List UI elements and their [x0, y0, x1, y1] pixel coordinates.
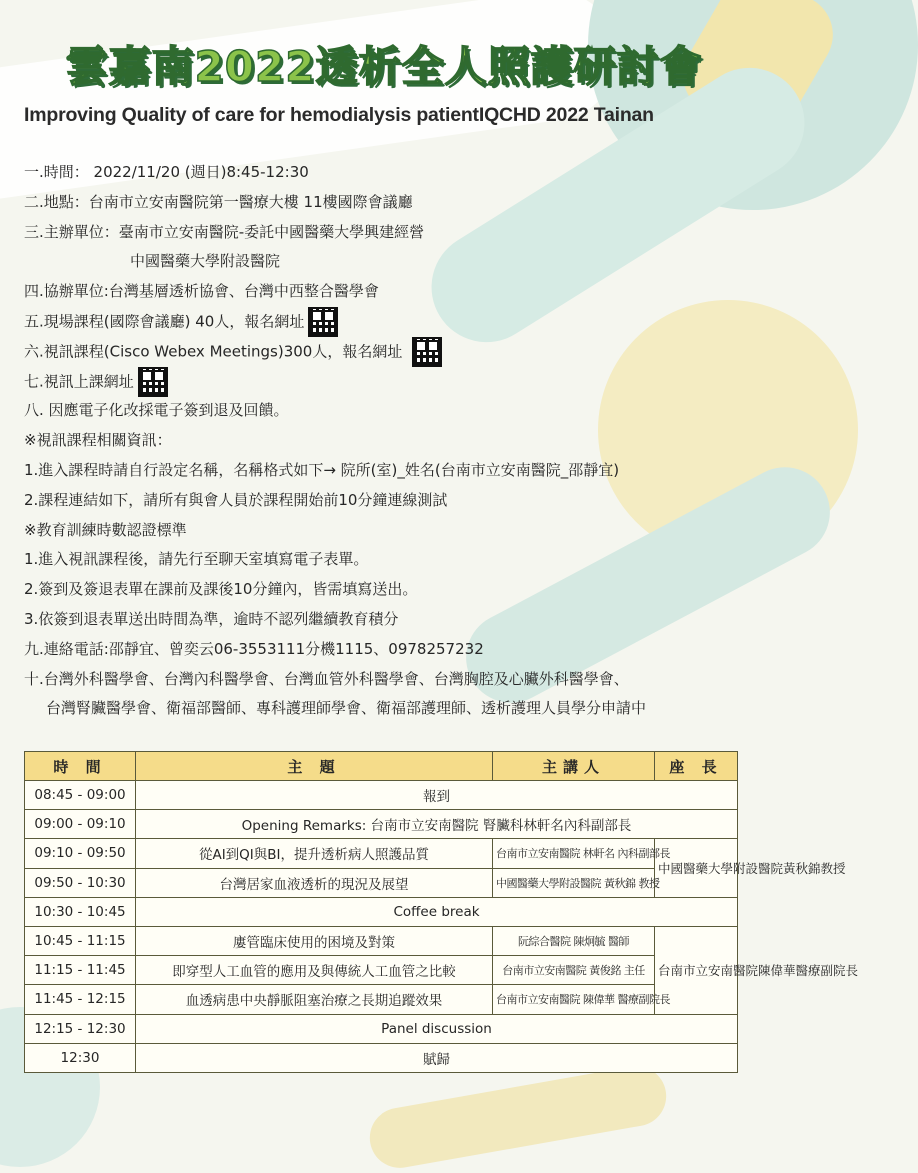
- row-topic: 台灣居家血液透析的現況及展望: [136, 868, 493, 897]
- row-speaker: 台南市立安南醫院 陳偉華 醫療副院長: [493, 985, 655, 1014]
- info-organizer: 三.主辦單位：臺南市立安南醫院-委託中國醫藥大學興建經營: [24, 222, 425, 241]
- row-topic: 血透病患中央靜脈阻塞治療之長期追蹤效果: [136, 985, 493, 1014]
- info-venue: 二.地點：台南市立安南醫院第一醫療大樓 11樓國際會議廳: [24, 192, 413, 211]
- row-time: 11:15 - 11:45: [25, 956, 136, 985]
- row-topic: 從AI到QI與BI，提升透析病人照護品質: [136, 839, 493, 868]
- event-info: [24, 158, 754, 724]
- row-topic: 賦歸: [136, 1043, 738, 1072]
- header-speaker: 主講人: [493, 752, 655, 781]
- row-topic: Opening Remarks: 台南市立安南醫院 腎臟科林軒名內科副部長: [136, 810, 738, 839]
- info-online-note-1: 1.進入課程時請自行設定名稱，名稱格式如下→ 院所(室)_姓名(台南市立安南醫院_邵靜宜): [24, 460, 620, 479]
- header-chair: 座 長: [655, 752, 738, 781]
- row-time: 10:30 - 10:45: [25, 897, 136, 926]
- row-time: 09:00 - 09:10: [25, 810, 136, 839]
- table-row: [25, 781, 738, 810]
- info-organizer-2: 中國醫藥大學附設醫院: [130, 252, 281, 271]
- row-topic: Coffee break: [136, 897, 738, 926]
- row-speaker: 阮綜合醫院 陳炯毓 醫師: [493, 926, 655, 955]
- row-speaker: 台南市立安南醫院 林軒名 內科副部長: [493, 839, 655, 868]
- row-time: 10:45 - 11:15: [25, 926, 136, 955]
- info-credits-societies: 十.台灣外科醫學會、台灣內科醫學會、台灣血管外科醫學會、台灣胸腔及心臟外科醫學會、: [24, 669, 629, 688]
- session-chair-1: 中國醫藥大學附設醫院黃秋錦教授: [655, 839, 738, 897]
- table-row: [25, 1043, 738, 1072]
- row-time: 11:45 - 12:15: [25, 985, 136, 1014]
- online-url-text: 七.視訊上課網址: [24, 372, 134, 391]
- row-time: 09:50 - 10:30: [25, 868, 136, 897]
- table-row: [25, 839, 738, 868]
- event-subtitle: Improving Quality of care for hemodialysis patientIQCHD 2022 Tainan: [24, 104, 654, 126]
- info-credit-1: 1.進入視訊課程後，請先行至聊天室填寫電子表單。: [24, 550, 369, 569]
- event-title: 雲嘉南2022透析全人照護研討會: [65, 42, 703, 91]
- info-date: 一.時間： 2022/11/20 (週日)8:45-12:30: [24, 163, 309, 181]
- row-time: 12:15 - 12:30: [25, 1014, 136, 1043]
- info-contact: 九.連絡電話:邵靜宜、曾奕云06-3553111分機1115、0978257232: [24, 639, 484, 658]
- table-header-row: [25, 752, 738, 781]
- row-speaker: 中國醫藥大學附設醫院 黃秋錦 教授: [493, 868, 655, 897]
- info-credits-societies-2: 台灣腎臟醫學會、衛福部醫師、專科護理師學會、衛福部護理師、透析護理人員學分申請中: [46, 699, 647, 718]
- row-topic: 即穿型人工血管的應用及與傳統人工血管之比較: [136, 956, 493, 985]
- onsite-signup-qr-icon[interactable]: [308, 307, 338, 337]
- row-topic: Panel discussion: [136, 1014, 738, 1043]
- table-row: [25, 868, 738, 897]
- onsite-course-text: 五.現場課程(國際會議廳) 40人，報名網址: [24, 312, 305, 331]
- info-online-notes-heading: ※視訊課程相關資訊：: [24, 431, 172, 450]
- table-row: [25, 897, 738, 926]
- online-course-text: 六.視訊課程(Cisco Webex Meetings)300人，報名網址: [24, 342, 403, 361]
- table-row: [25, 926, 738, 955]
- table-row: [25, 985, 738, 1014]
- online-class-qr-icon[interactable]: [138, 367, 168, 397]
- row-topic: 報到: [136, 781, 738, 810]
- online-signup-qr-icon[interactable]: [412, 337, 442, 367]
- table-row: [25, 1014, 738, 1043]
- info-onsite-course: [24, 307, 754, 337]
- info-credit-2: 2.簽到及簽退表單在課前及課後10分鐘內，皆需填寫送出。: [24, 580, 418, 599]
- row-time: 12:30: [25, 1043, 136, 1072]
- header-time: 時 間: [25, 752, 136, 781]
- info-co-organizer: 四.協辦單位:台灣基層透析協會、台灣中西整合醫學會: [24, 282, 379, 301]
- row-time: 09:10 - 09:50: [25, 839, 136, 868]
- session-chair-2: 台南市立安南醫院陳偉華醫療副院長: [655, 926, 738, 1014]
- schedule-table: [24, 751, 859, 1073]
- table-row: [25, 810, 738, 839]
- info-credit-3: 3.依簽到退表單送出時間為準，逾時不認列繼續教育積分: [24, 609, 399, 628]
- info-online-url: [24, 367, 754, 397]
- row-speaker: 台南市立安南醫院 黃俊銘 主任: [493, 956, 655, 985]
- info-e-signin: 八. 因應電子化改採電子簽到退及回饋。: [24, 401, 289, 420]
- row-topic: 廔管臨床使用的困境及對策: [136, 926, 493, 955]
- header-topic: 主 題: [136, 752, 493, 781]
- info-online-note-2: 2.課程連結如下，請所有與會人員於課程開始前10分鐘連線測試: [24, 490, 448, 509]
- info-online-course: [24, 337, 754, 367]
- row-time: 08:45 - 09:00: [25, 781, 136, 810]
- info-credit-heading: ※教育訓練時數認證標準: [24, 520, 187, 539]
- table-row: [25, 956, 738, 985]
